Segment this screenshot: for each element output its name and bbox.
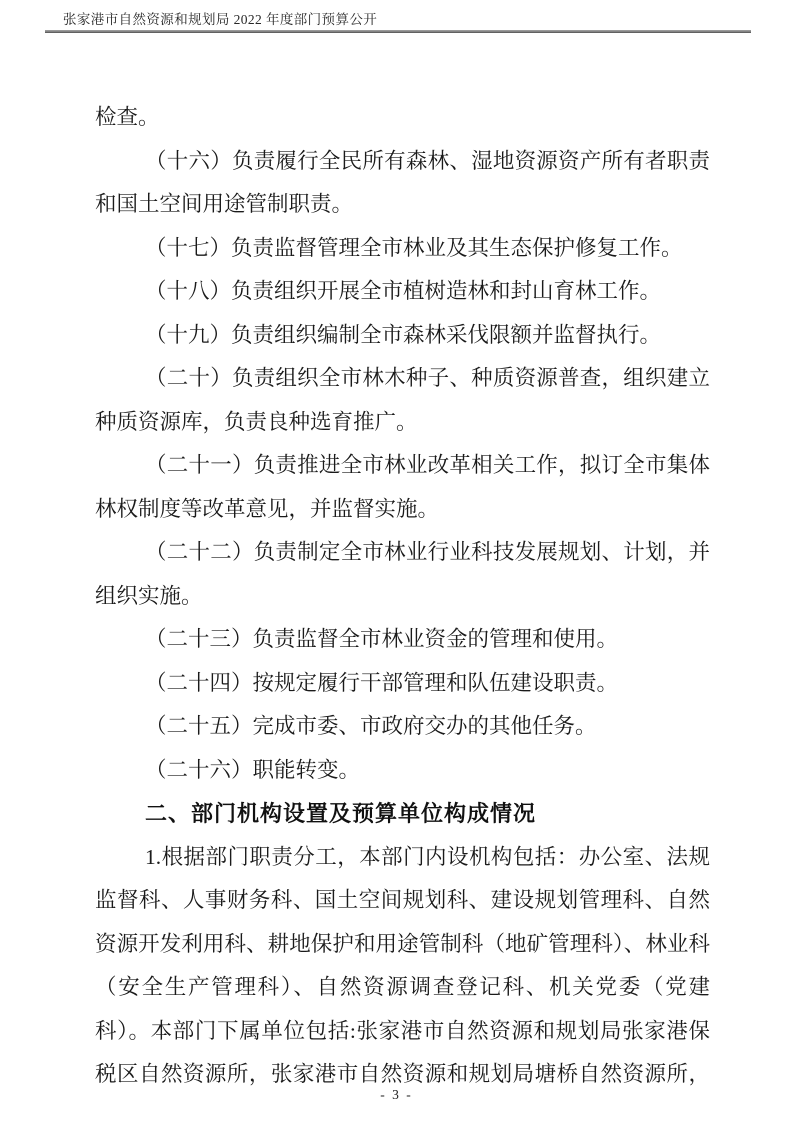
paragraph-duty-22: （二十二）负责制定全市林业行业科技发展规划、计划，并组织实施。 (95, 540, 710, 608)
paragraph-duty-25: （二十五）完成市委、市政府交办的其他任务。 (145, 714, 597, 738)
page-header (45, 12, 751, 33)
paragraph-duty-17: （十七）负责监督管理全市林业及其生态保护修复工作。 (145, 235, 683, 260)
paragraph-duty-19: （十九）负责组织编制全市森林采伐限额并监督执行。 (145, 322, 662, 347)
document-body (95, 96, 710, 1097)
paragraph-org-structure: 1.根据部门职责分工，本部门内设机构包括：办公室、法规监督科、人事财务科、国土空间规划科、建设规划管理科、自然资源开发利用科、耕地保护和用途管制科（地矿管理科）、林业科（安全生产管理科）、自然资源调查登记科、机关党委（党建科）。本部门下属单位包括:张家港市自然资源和规划局张家港保税区自然资源所，张家港市自然资源和规划局塘桥自然资源所， (95, 844, 710, 1086)
paragraph-duty-16: （十六）负责履行全民所有森林、湿地资源资产所有者职责和国土空间用途管制职责。 (95, 148, 710, 216)
header-title: 张家港市自然资源和规划局 2022 年度部门预算公开 (63, 12, 378, 27)
paragraph-duty-26: （二十六）职能转变。 (145, 757, 361, 782)
page-number: - 3 - (380, 1087, 413, 1102)
header-rule (45, 30, 751, 33)
paragraph-duty-23: （二十三）负责监督全市林业资金的管理和使用。 (145, 627, 619, 651)
paragraph-duty-20: （二十）负责组织全市林木种子、种质资源普查，组织建立种质资源库，负责良种选育推广。 (95, 366, 710, 434)
section-heading-organization: 二、部门机构设置及预算单位构成情况 (145, 801, 537, 826)
paragraph-duty-24: （二十四）按规定履行干部管理和队伍建设职责。 (145, 670, 619, 695)
paragraph-duty-21: （二十一）负责推进全市林业改革相关工作，拟订全市集体林权制度等改革意见，并监督实施。 (95, 453, 710, 521)
paragraph-inspection-remnant: 检查。 (95, 105, 160, 129)
paragraph-duty-18: （十八）负责组织开展全市植树造林和封山育林工作。 (145, 279, 662, 303)
page-footer (0, 1086, 793, 1104)
